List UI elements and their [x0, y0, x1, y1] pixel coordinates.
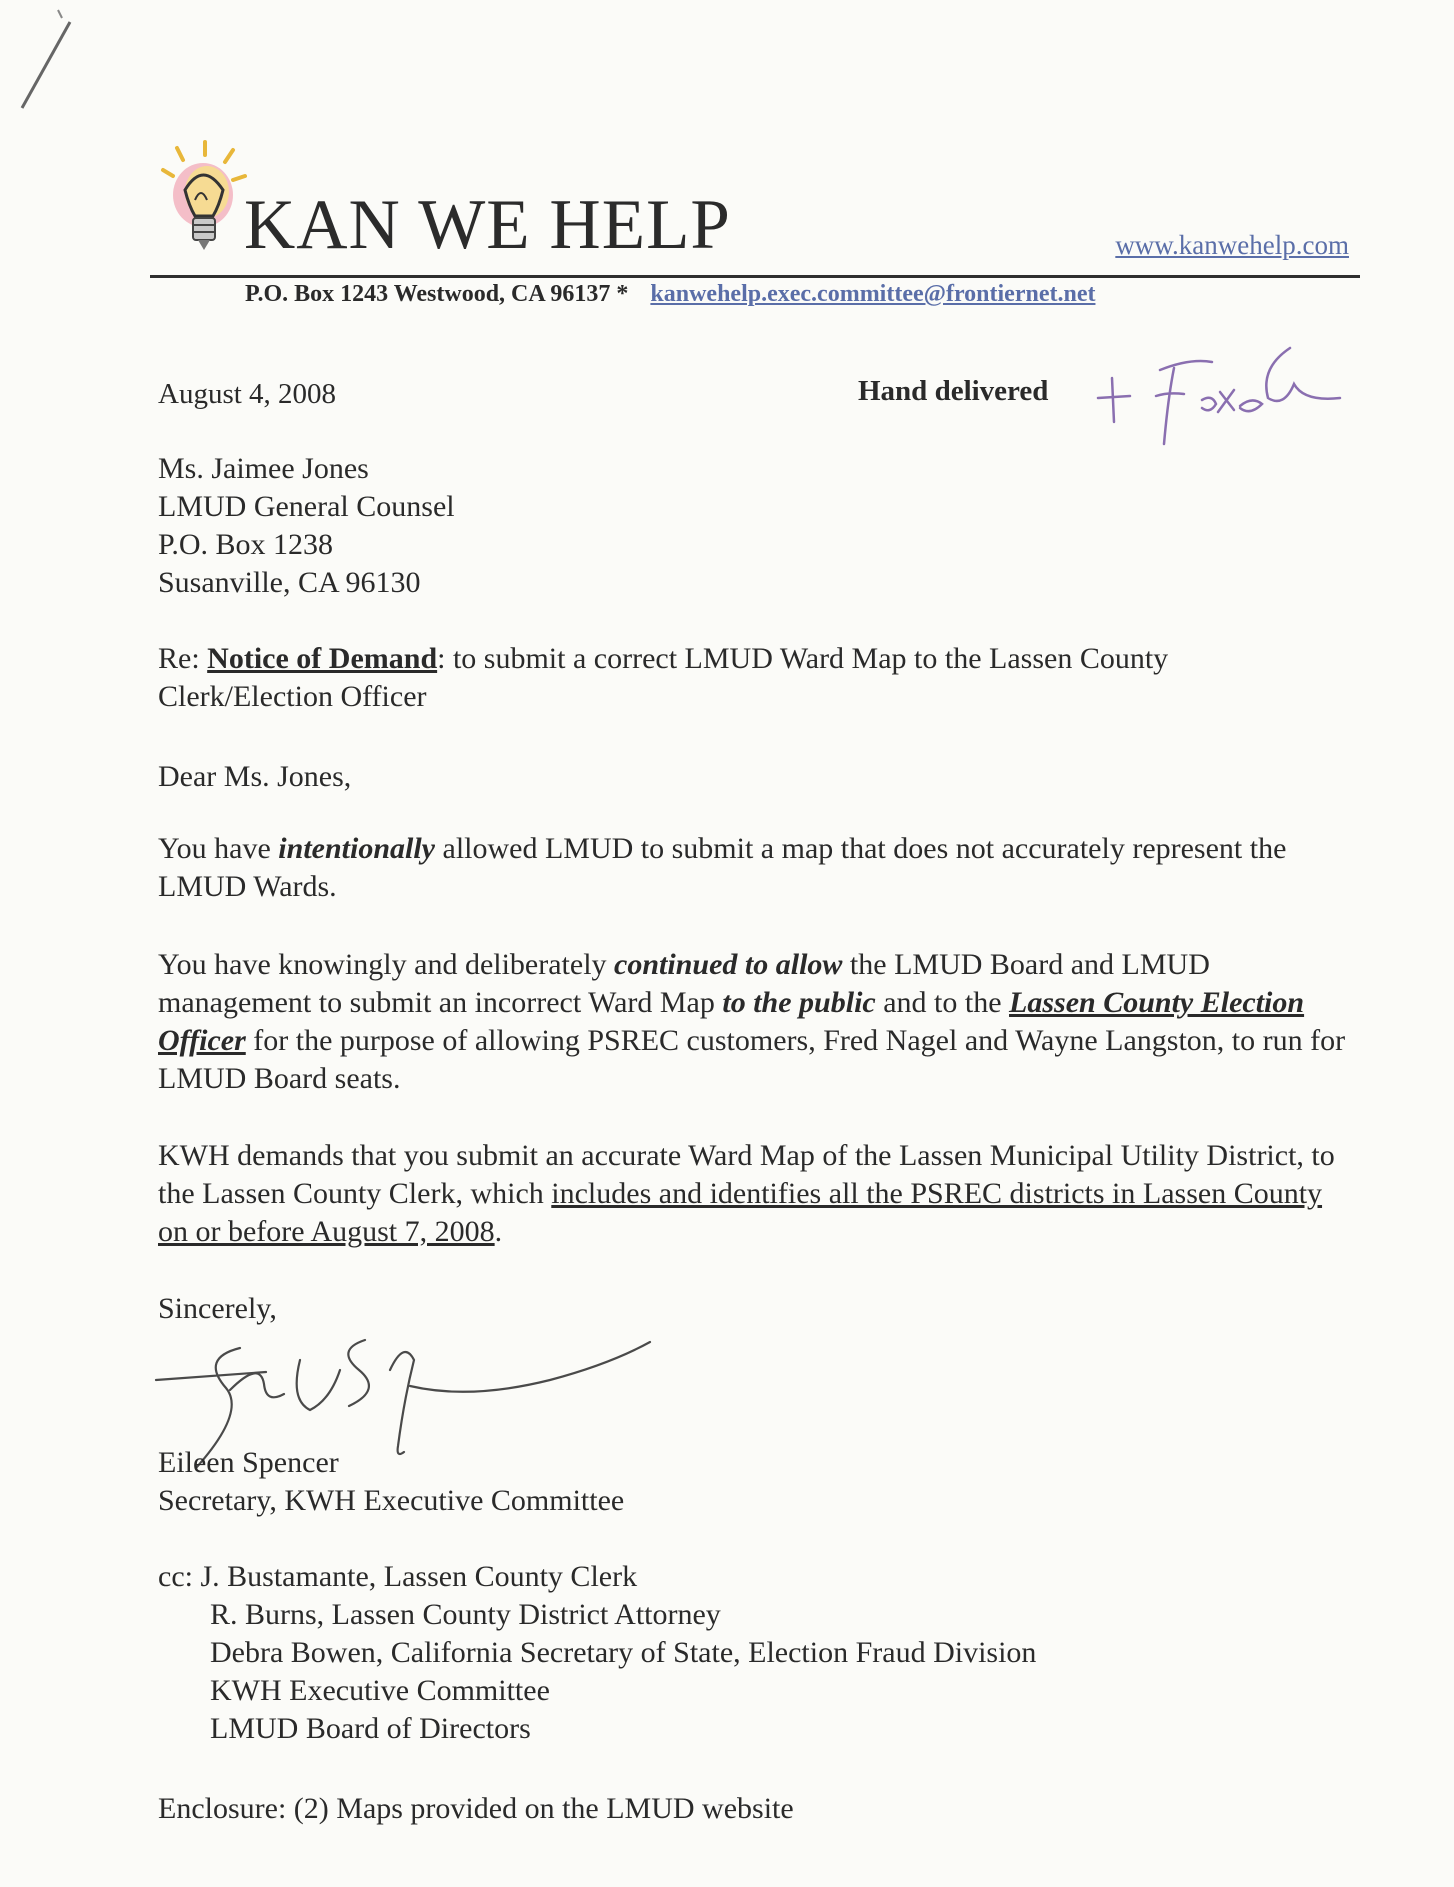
paragraph-2-emphasis-2: to the public [722, 986, 876, 1019]
paragraph-2-emphasis-3: Lassen County Election Officer [158, 986, 1305, 1057]
subject-line [158, 640, 1328, 716]
paragraph-1-emphasis: intentionally [278, 832, 435, 865]
paragraph-2-text-3: and to the [875, 986, 1010, 1019]
paragraph-3 [158, 1137, 1348, 1251]
paragraph-2 [158, 946, 1348, 1098]
paragraph-2-text-2: the LMUD Board and LMUD management to submit an incorrect Ward Map [158, 948, 1210, 1019]
cc-label: cc: [158, 1560, 201, 1593]
recipient-title: LMUD General Counsel [158, 490, 455, 523]
handwritten-note [1090, 340, 1360, 465]
signer-name: Eileen Spencer [158, 1446, 339, 1479]
email-link[interactable]: kanwehelp.exec.committee@frontiernet.net [650, 281, 1096, 307]
organization-name: KAN WE HELP [244, 186, 731, 264]
recipient-address [158, 450, 455, 602]
subject-heading: Notice of Demand [207, 642, 438, 675]
cc-first-line [158, 1558, 1036, 1596]
recipient-name: Ms. Jaimee Jones [158, 452, 369, 485]
paragraph-3-underlined: includes and identifies all the PSREC districts in Lassen County on or before August 7, 2008 [158, 1177, 1323, 1248]
cc-recipient: KWH Executive Committee [210, 1674, 550, 1707]
paragraph-1-text-end: allowed LMUD to submit a map that does not accurately represent the LMUD Wards. [158, 832, 1287, 903]
cc-list [158, 1558, 1036, 1748]
paragraph-1-text: You have [158, 832, 279, 865]
cc-recipient: J. Bustamante, Lassen County Clerk [200, 1560, 638, 1593]
cc-recipient: R. Burns, Lassen County District Attorney [210, 1598, 721, 1631]
postal-address: P.O. Box 1243 Westwood, CA 96137 * [245, 281, 629, 307]
subject-prefix: Re: [158, 642, 208, 675]
recipient-city: Susanville, CA 96130 [158, 566, 421, 599]
signer-title: Secretary, KWH Executive Committee [158, 1484, 625, 1517]
letter-date: August 4, 2008 [158, 378, 337, 410]
paragraph-2-text: You have knowingly and deliberately [158, 948, 615, 981]
paragraph-1 [158, 830, 1348, 906]
subject-text: : to submit a correct LMUD Ward Map to the Lassen County Clerk/Election Officer [158, 642, 1169, 713]
paragraph-2-emphasis-1: continued to allow [614, 948, 843, 981]
salutation: Dear Ms. Jones, [158, 760, 352, 793]
recipient-box: P.O. Box 1238 [158, 528, 334, 561]
paragraph-3-text-end: . [494, 1215, 503, 1248]
paragraph-2-text-end: for the purpose of allowing PSREC customers, Fred Nagel and Wayne Langston, to run for LMUD Board seats. [158, 1024, 1346, 1095]
closing: Sincerely, [158, 1292, 277, 1325]
delivery-method: Hand delivered [858, 375, 1049, 407]
enclosure-note: Enclosure: (2) Maps provided on the LMUD website [158, 1792, 794, 1825]
scan-mark [0, 0, 120, 140]
signer-block [158, 1444, 624, 1520]
letterhead-divider [150, 275, 1360, 278]
lightbulb-logo [155, 140, 250, 265]
letterhead-address [245, 281, 1095, 308]
website-link[interactable]: www.kanwehelp.com [1115, 230, 1349, 260]
cc-recipient: LMUD Board of Directors [210, 1712, 531, 1745]
paragraph-3-text: KWH demands that you submit an accurate Ward Map of the Lassen Municipal Utility District, to the Lassen County Clerk, which [158, 1139, 1335, 1210]
cc-recipient: Debra Bowen, California Secretary of State, Election Fraud Division [210, 1636, 1037, 1669]
